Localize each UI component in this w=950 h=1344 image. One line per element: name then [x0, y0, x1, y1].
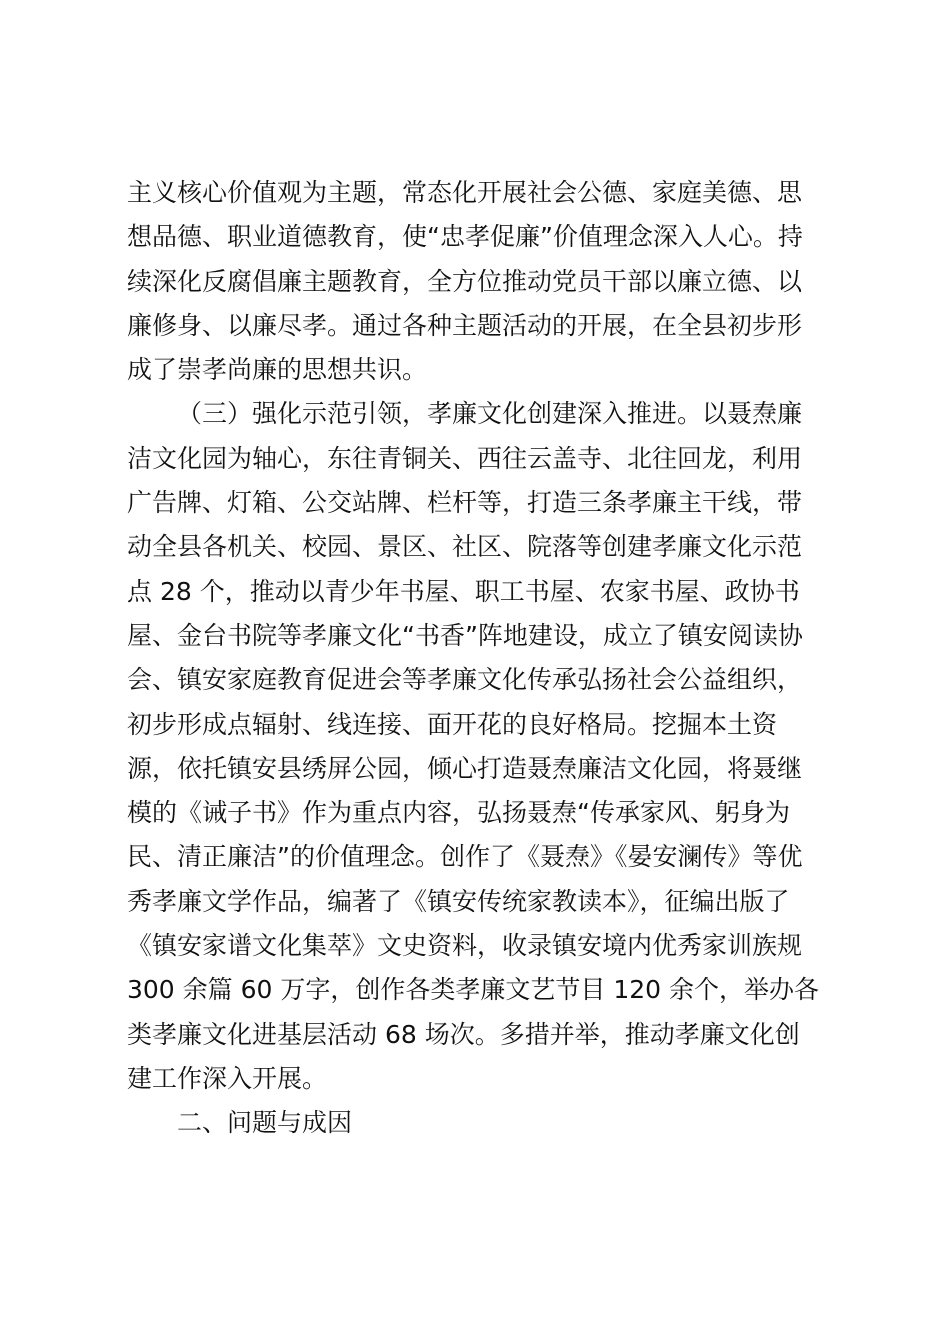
- text-line: 建工作深入开展。: [127, 1063, 328, 1093]
- document-body: [127, 171, 827, 1146]
- text-line: 《镇安家谱文化集萃》文史资料，收录镇安境内优秀家训族规: [127, 931, 803, 961]
- text-line: 初步形成点辐射、线连接、面开花的良好格局。挖掘本土资: [127, 709, 778, 739]
- text-line: 主义核心价值观为主题，常态化开展社会公德、家庭美德、思: [127, 178, 803, 207]
- text-line: 成了崇孝尚廉的思想共识。: [127, 355, 428, 385]
- text-line: 300 余篇 60 万字，创作各类孝廉文艺节目 120 余个，举办各: [127, 975, 819, 1005]
- section-heading-problems: 二、问题与成因: [177, 1108, 353, 1138]
- text-line: 点 28 个，推动以青少年书屋、职工书屋、农家书屋、政协书: [127, 576, 800, 606]
- text-line: （三）强化示范引领，孝廉文化创建深入推进。以聂焘廉: [177, 399, 803, 429]
- text-line: 想品德、职业道德教育，使“忠孝促廉”价值理念深入人心。持: [127, 222, 803, 252]
- text-line: 会、镇安家庭教育促进会等孝廉文化传承弘扬社会公益组织，: [127, 665, 803, 695]
- text-line: 源，依托镇安县绣屏公园，倾心打造聂焘廉洁文化园，将聂继: [127, 753, 803, 783]
- text-line: 续深化反腐倡廉主题教育，全方位推动党员干部以廉立德、以: [127, 266, 803, 296]
- text-line: 动全县各机关、校园、景区、社区、院落等创建孝廉文化示范: [127, 532, 803, 562]
- text-line: 屋、金台书院等孝廉文化“书香”阵地建设，成立了镇安阅读协: [127, 620, 803, 650]
- text-line: 秀孝廉文学作品，编著了《镇安传统家教读本》，征编出版了: [127, 886, 790, 916]
- paragraph-demonstration: [127, 392, 827, 1101]
- text-line: 广告牌、灯箱、公交站牌、栏杆等，打造三条孝廉主干线，带: [127, 488, 803, 518]
- text-line: 类孝廉文化进基层活动 68 场次。多措并举，推动孝廉文化创: [127, 1019, 800, 1049]
- paragraph-core-values: [127, 171, 827, 392]
- text-line: 洁文化园为轴心，东往青铜关、西往云盖寺、北往回龙，利用: [127, 443, 803, 473]
- text-line: 民、清正廉洁”的价值理念。创作了《聂焘》《晏安澜传》等优: [127, 842, 803, 872]
- text-line: 廉修身、以廉尽孝。通过各种主题活动的开展，在全县初步形: [127, 310, 803, 340]
- text-line: 模的《诫子书》作为重点内容，弘扬聂焘“传承家风、躬身为: [127, 798, 790, 828]
